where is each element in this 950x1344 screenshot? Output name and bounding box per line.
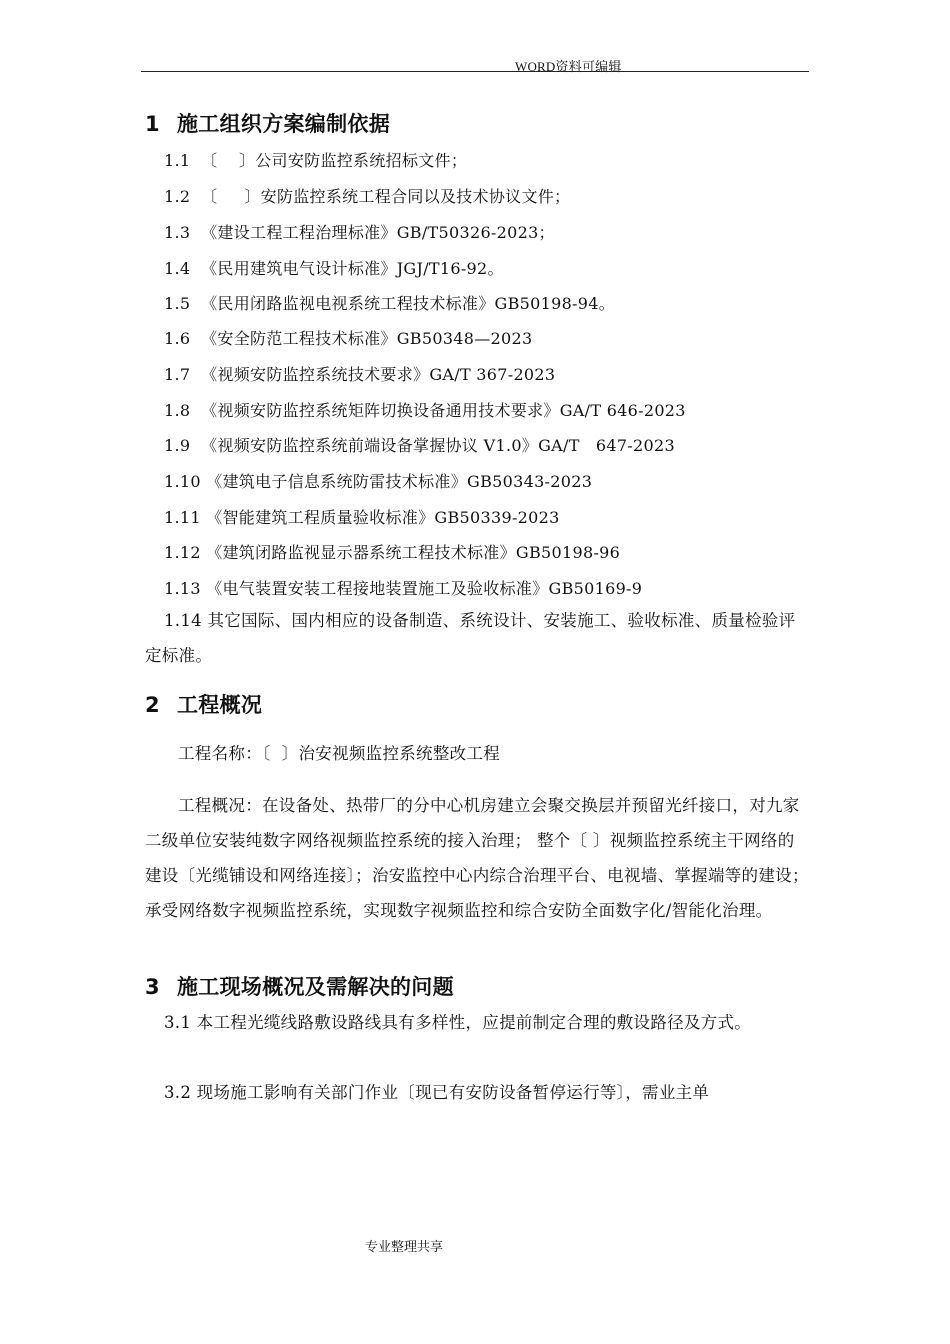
list-item-1-1: 1.1 〔 〕公司安防监控系统招标文件； [164,151,468,170]
section-1-title: 施工组织方案编制依据 [177,112,390,136]
list-item-3-1: 3.1 本工程光缆线路敷设路线具有多样性，应提前制定合理的敷设路径及方式。 [164,1013,752,1032]
list-item-1-13: 1.13 《电气装置安装工程接地装置施工及验收标准》GB50169-9 [164,579,643,598]
section-1-heading [145,108,390,138]
list-item-1-3: 1.3 《建设工程工程治理标准》GB/T50326-2023； [164,223,555,242]
section-1-number: 1 [145,112,160,136]
list-item-1-14: 1.14 其它国际、国内相应的设备制造、系统设计、安装施工、验收标准、质量检验评定标准。 [145,611,796,665]
list-item-1-6: 1.6 《安全防范工程技术标准》GB50348—2023 [164,329,533,348]
section-2-heading [145,689,262,719]
list-item-1-7: 1.7 《视频安防监控系统技术要求》GA/T 367-2023 [164,365,556,384]
list-item-1-8: 1.8 《视频安防监控系统矩阵切换设备通用技术要求》GA/T 646-2023 [164,401,686,420]
list-item-1-4: 1.4 《民用建筑电气设计标准》JGJ/T16-92。 [164,259,504,278]
list-item-1-9: 1.9 《视频安防监控系统前端设备掌握协议 V1.0》GA/T 647-2023 [164,436,675,455]
section-2-number: 2 [145,693,160,717]
page-header-text: WORD资料可编辑 [515,59,622,74]
project-overview: 工程概况：在设备处、热带厂的分中心机房建立会聚交换层并预留光纤接口，对九家二级单位安装纯数字网络视频监控系统的接入治理； 整个〔 〕视频监控系统主干网络的建设〔光缆铺设和网络连接〕；治安监控中心内综合治理平台、电视墙、掌握端等的建设；承受网络数字视频监控系统，实现数字视频监控和综合安防全面数字化/智能化治理。 [145,796,809,920]
section-3-heading [145,971,454,1001]
page-footer-text: 专业整理共享 [365,1240,444,1255]
list-item-1-2: 1.2 〔 〕安防监控系统工程合同以及技术协议文件； [164,187,571,206]
section-3-title: 施工现场概况及需解决的问题 [177,975,454,999]
list-item-1-10: 1.10 《建筑电子信息系统防雷技术标准》GB50343-2023 [164,472,593,491]
list-item-3-2: 3.2 现场施工影响有关部门作业〔现已有安防设备暂停运行等〕，需业主单 [164,1083,710,1102]
header-rule [141,71,809,72]
section-3-number: 3 [145,975,160,999]
list-item-1-5: 1.5 《民用闭路监视电视系统工程技术标准》GB50198-94。 [164,294,616,313]
list-item-1-12: 1.12 《建筑闭路监视显示器系统工程技术标准》GB50198-96 [164,543,621,562]
list-item-1-11: 1.11 《智能建筑工程质量验收标准》GB50339-2023 [164,508,560,527]
project-name: 工程名称：〔 〕治安视频监控系统整改工程 [178,744,501,763]
section-2-title: 工程概况 [177,693,263,717]
